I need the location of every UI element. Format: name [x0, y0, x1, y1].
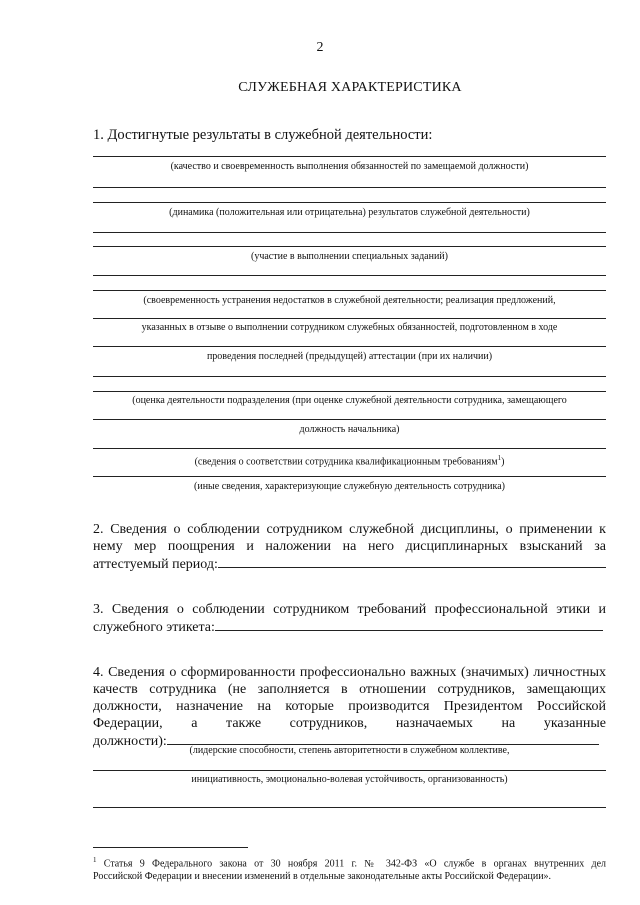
fill-line[interactable]	[93, 476, 606, 477]
fill-line[interactable]	[93, 419, 606, 420]
section4-text: 4. Сведения о сформированности профессионально важных (значимых) личностных качеств сотрудника (не заполняется в отношении сотрудников, замещающих должности, назначение на которые производится Президентом Российской Федерации, а также сотрудников, назначаемых на указанные должности):	[93, 665, 606, 749]
fill-line[interactable]	[93, 187, 606, 188]
section1-heading: 1. Достигнутые результаты в служебной деятельности:	[93, 127, 433, 143]
qualities-fill-field[interactable]	[167, 732, 599, 745]
caption-quality: (качество и своевременность выполнения обязанностей по замещаемой должности)	[170, 161, 529, 172]
caption-special-tasks: (участие в выполнении специальных заданий)	[251, 251, 448, 262]
section2-text: 2. Сведения о соблюдении сотрудником служебной дисциплины, о применении к нему мер поощрения и наложении на него дисциплинарных взысканий за аттестуемый период:	[93, 522, 606, 572]
caption-initiative: инициативность, эмоционально-волевая устойчивость, организованность)	[191, 774, 508, 785]
caption-dynamics: (динамика (положительная или отрицательна) результатов служебной деятельности)	[169, 207, 530, 218]
fill-line[interactable]	[93, 318, 606, 319]
fill-line[interactable]	[93, 448, 606, 449]
caption-shortcomings-3: проведения последней (предыдущей) аттестации (при их наличии)	[206, 351, 493, 362]
fill-line[interactable]	[93, 770, 606, 771]
fill-line[interactable]	[93, 290, 606, 291]
fill-line[interactable]	[93, 376, 606, 377]
fill-line[interactable]	[93, 807, 606, 808]
section3-text: 3. Сведения о соблюдении сотрудником требований профессиональной этики и служебного этикета:	[93, 602, 606, 635]
caption-unit-assessment: (оценка деятельности подразделения (при оценке служебной деятельности сотрудника, замещающего	[132, 395, 567, 406]
caption-shortcomings-2: указанных в отзыве о выполнении сотрудником служебных обязанностей, подготовленном в ходе	[141, 322, 558, 333]
fill-line[interactable]	[93, 246, 606, 247]
page-number: 2	[316, 40, 324, 55]
fill-line[interactable]	[93, 156, 606, 157]
footnote: $^1$ Статья 9 Федерального закона от 30 ноября 2011 г. № 342-ФЗ «О службе в органах внутренних дел Российской Федерации и внесении изменений в отдельные законодательные акты Российской Федерации».	[93, 856, 607, 883]
caption-unit-assessment-2: должность начальника)	[299, 424, 400, 435]
discipline-fill-field[interactable]	[218, 555, 606, 568]
caption-other-info: (иные сведения, характеризующие служебную деятельность сотрудника)	[194, 481, 505, 492]
fill-line[interactable]	[93, 202, 606, 203]
fill-line[interactable]	[93, 391, 606, 392]
caption-shortcomings: (своевременность устранения недостатков в служебной деятельности; реализация предложений,	[143, 295, 556, 306]
fill-line[interactable]	[93, 346, 606, 347]
caption-leadership: (лидерские способности, степень авторитетности в служебном коллективе,	[189, 745, 510, 756]
ethics-fill-field[interactable]	[215, 618, 603, 631]
caption-qualification: (сведения о соответствии сотрудника квалификационным требованиям$^1$)	[194, 454, 505, 468]
fill-line[interactable]	[93, 275, 606, 276]
fill-line[interactable]	[93, 232, 606, 233]
footnote-separator	[93, 847, 248, 848]
document-title: СЛУЖЕБНАЯ ХАРАКТЕРИСТИКА	[238, 80, 462, 95]
